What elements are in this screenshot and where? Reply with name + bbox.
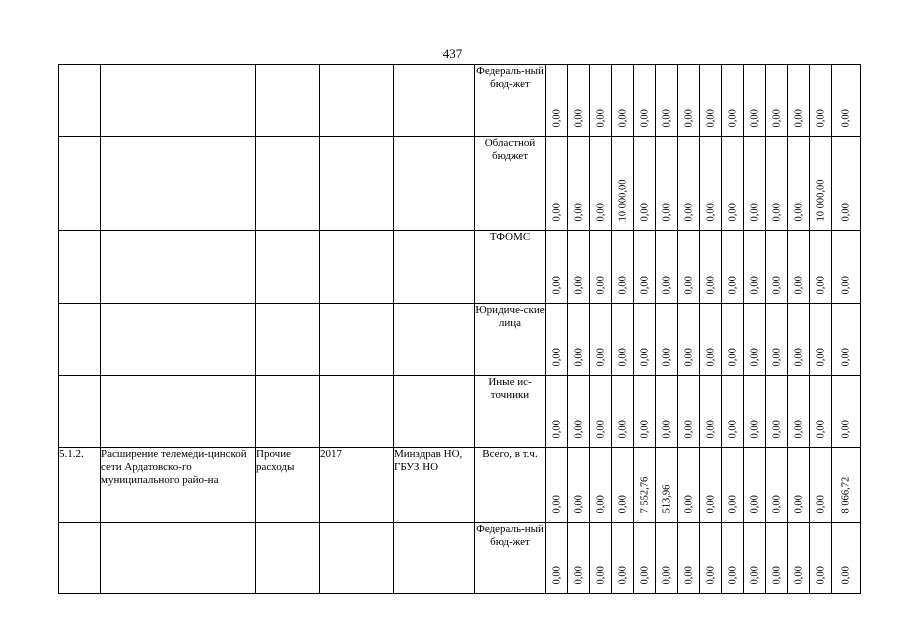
amount-value: 0,00 (617, 348, 628, 367)
row-name (101, 376, 256, 448)
amount-cell (722, 137, 744, 231)
amount-cell (568, 523, 590, 594)
row-name: Расширение телемеди-цинской сети Ардатовско-го муниципального райо-на (101, 448, 256, 523)
amount-cell (590, 523, 612, 594)
amount-value: 0,00 (840, 420, 852, 439)
amount-value: 0,00 (617, 276, 628, 295)
amount-value: 0,00 (661, 566, 672, 585)
page-number: 437 (442, 46, 463, 61)
amount-value: 0,00 (815, 109, 826, 128)
row-type (256, 137, 320, 231)
amount-value: 0,00 (573, 495, 584, 514)
amount-cell (700, 448, 722, 523)
row-id (59, 231, 101, 304)
funding-source: Областной бюджет (475, 137, 546, 231)
amount-cell (722, 376, 744, 448)
amount-value: 0,00 (639, 276, 650, 295)
amount-cell (744, 523, 766, 594)
table-row (59, 523, 861, 594)
amount-cell (678, 523, 700, 594)
amount-cell (788, 523, 810, 594)
funding-source: Юридиче-ские лица (475, 304, 546, 376)
amount-value: 0,00 (771, 495, 782, 514)
amount-cell (546, 523, 568, 594)
amount-value: 0,00 (749, 420, 760, 439)
amount-value: 0,00 (705, 420, 716, 439)
amount-cell (678, 137, 700, 231)
funding-source: ТФОМС (475, 231, 546, 304)
amount-value: 0,00 (815, 495, 826, 514)
table-row (59, 137, 861, 231)
amount-cell (678, 448, 700, 523)
amount-cell (832, 523, 861, 594)
funding-source: Федераль-ный бюд-жет (475, 65, 546, 137)
amount-value: 0,00 (683, 566, 694, 585)
amount-value: 0,00 (771, 420, 782, 439)
amount-value: 0,00 (595, 566, 606, 585)
amount-cell (546, 231, 568, 304)
amount-cell (700, 231, 722, 304)
amount-value: 0,00 (595, 348, 606, 367)
amount-value: 0,00 (793, 566, 804, 585)
amount-cell (634, 376, 656, 448)
amount-cell (656, 231, 678, 304)
amount-value: 0,00 (551, 495, 562, 514)
amount-value: 0,00 (639, 203, 650, 222)
amount-value: 0,00 (573, 566, 584, 585)
amount-value: 0,00 (749, 495, 760, 514)
amount-value: 0,00 (661, 276, 672, 295)
amount-value: 0,00 (595, 203, 606, 222)
amount-cell (766, 137, 788, 231)
amount-cell (634, 137, 656, 231)
amount-cell (700, 376, 722, 448)
amount-cell (612, 65, 634, 137)
row-id (59, 65, 101, 137)
table-row (59, 376, 861, 448)
row-type (256, 304, 320, 376)
amount-cell (546, 137, 568, 231)
amount-cell (810, 231, 832, 304)
table-row (59, 65, 861, 137)
row-name (101, 231, 256, 304)
row-type (256, 523, 320, 594)
amount-value: 0,00 (771, 109, 782, 128)
row-executor (394, 523, 475, 594)
amount-cell (568, 376, 590, 448)
amount-cell (744, 304, 766, 376)
amount-cell (612, 448, 634, 523)
amount-value: 0,00 (551, 276, 562, 295)
amount-value: 0,00 (661, 109, 672, 128)
amount-value: 0,00 (771, 566, 782, 585)
amount-cell (656, 304, 678, 376)
amount-value: 0,00 (683, 109, 694, 128)
amount-cell (810, 304, 832, 376)
amount-value: 0,00 (617, 420, 628, 439)
table-row (59, 448, 861, 523)
amount-value: 0,00 (793, 495, 804, 514)
amount-cell (810, 376, 832, 448)
amount-value: 0,00 (683, 495, 694, 514)
amount-value: 0,00 (727, 495, 738, 514)
amount-value: 0,00 (595, 495, 606, 514)
amount-value: 0,00 (551, 109, 562, 128)
amount-cell (678, 65, 700, 137)
row-executor (394, 376, 475, 448)
amount-cell (722, 448, 744, 523)
row-year (320, 65, 394, 137)
amount-cell (722, 65, 744, 137)
amount-cell (788, 376, 810, 448)
amount-cell (568, 231, 590, 304)
amount-value: 10 000,00 (815, 179, 826, 222)
amount-value: 0,00 (573, 109, 584, 128)
amount-value: 0,00 (840, 566, 852, 585)
amount-cell (568, 137, 590, 231)
amount-value: 0,00 (639, 348, 650, 367)
amount-cell (788, 231, 810, 304)
amount-cell (546, 448, 568, 523)
amount-value: 0,00 (639, 420, 650, 439)
amount-cell (766, 65, 788, 137)
amount-value: 0,00 (551, 566, 562, 585)
amount-value: 0,00 (727, 566, 738, 585)
funding-source: Иные ис-точники (475, 376, 546, 448)
amount-value: 0,00 (793, 203, 804, 222)
amount-cell (590, 448, 612, 523)
row-year (320, 523, 394, 594)
amount-value: 0,00 (595, 109, 606, 128)
amount-cell (744, 231, 766, 304)
amount-cell (656, 137, 678, 231)
amount-value: 0,00 (771, 348, 782, 367)
amount-value: 0,00 (617, 109, 628, 128)
amount-value: 0,00 (705, 495, 716, 514)
row-year (320, 137, 394, 231)
amount-cell (634, 65, 656, 137)
amount-cell (656, 523, 678, 594)
amount-value: 513,96 (661, 484, 672, 514)
amount-cell (634, 523, 656, 594)
amount-cell (568, 304, 590, 376)
amount-cell (810, 137, 832, 231)
row-type (256, 376, 320, 448)
amount-value: 0,00 (661, 203, 672, 222)
row-id (59, 376, 101, 448)
amount-cell (634, 448, 656, 523)
amount-value: 0,00 (595, 276, 606, 295)
row-executor (394, 231, 475, 304)
amount-cell (766, 231, 788, 304)
row-name (101, 65, 256, 137)
row-year (320, 376, 394, 448)
amount-value: 0,00 (617, 566, 628, 585)
funding-source: Федераль-ный бюд-жет (475, 523, 546, 594)
amount-value: 0,00 (705, 109, 716, 128)
amount-cell (832, 448, 861, 523)
table-row (59, 231, 861, 304)
amount-value: 0,00 (793, 109, 804, 128)
amount-cell (832, 304, 861, 376)
amount-cell (766, 523, 788, 594)
amount-value: 0,00 (705, 203, 716, 222)
amount-value: 0,00 (573, 420, 584, 439)
amount-cell (678, 304, 700, 376)
amount-value: 0,00 (683, 276, 694, 295)
amount-value: 10 000,00 (617, 179, 628, 222)
funding-source: Всего, в т.ч. (475, 448, 546, 523)
amount-cell (722, 231, 744, 304)
amount-value: 0,00 (727, 109, 738, 128)
amount-value: 0,00 (683, 420, 694, 439)
amount-value: 0,00 (840, 348, 852, 367)
amount-value: 0,00 (705, 566, 716, 585)
amount-value: 0,00 (573, 203, 584, 222)
amount-cell (546, 376, 568, 448)
amount-cell (744, 376, 766, 448)
amount-cell (744, 65, 766, 137)
row-id (59, 137, 101, 231)
amount-value: 0,00 (573, 276, 584, 295)
amount-cell (810, 523, 832, 594)
amount-value: 0,00 (815, 276, 826, 295)
amount-cell (546, 65, 568, 137)
row-type (256, 65, 320, 137)
amount-cell (788, 448, 810, 523)
amount-cell (766, 448, 788, 523)
row-year: 2017 (320, 448, 394, 523)
amount-cell (656, 448, 678, 523)
row-executor (394, 65, 475, 137)
table-row (59, 304, 861, 376)
row-year (320, 231, 394, 304)
row-type (256, 231, 320, 304)
amount-cell (656, 65, 678, 137)
row-id: 5.1.2. (59, 448, 101, 523)
amount-value: 0,00 (639, 566, 650, 585)
amount-value: 0,00 (551, 203, 562, 222)
amount-cell (678, 376, 700, 448)
amount-value: 0,00 (840, 203, 852, 222)
amount-cell (612, 304, 634, 376)
amount-cell (590, 137, 612, 231)
amount-cell (700, 137, 722, 231)
amount-value: 0,00 (551, 420, 562, 439)
amount-cell (634, 304, 656, 376)
amount-value: 0,00 (661, 420, 672, 439)
amount-cell (590, 304, 612, 376)
amount-cell (810, 65, 832, 137)
amount-cell (590, 231, 612, 304)
amount-value: 0,00 (727, 420, 738, 439)
amount-value: 0,00 (683, 203, 694, 222)
row-executor (394, 137, 475, 231)
amount-cell (678, 231, 700, 304)
amount-cell (612, 523, 634, 594)
amount-cell (810, 448, 832, 523)
amount-cell (634, 231, 656, 304)
amount-cell (744, 448, 766, 523)
amount-cell (612, 376, 634, 448)
amount-cell (700, 523, 722, 594)
amount-value: 0,00 (573, 348, 584, 367)
amount-cell (590, 65, 612, 137)
amount-value: 0,00 (705, 348, 716, 367)
amount-value: 0,00 (815, 348, 826, 367)
amount-cell (788, 137, 810, 231)
amount-cell (832, 65, 861, 137)
amount-cell (766, 376, 788, 448)
amount-value: 0,00 (683, 348, 694, 367)
amount-value: 0,00 (749, 109, 760, 128)
amount-value: 0,00 (639, 109, 650, 128)
amount-value: 0,00 (727, 348, 738, 367)
amount-value: 0,00 (793, 348, 804, 367)
row-name (101, 137, 256, 231)
amount-cell (700, 65, 722, 137)
amount-cell (590, 376, 612, 448)
amount-cell (832, 231, 861, 304)
amount-value: 0,00 (705, 276, 716, 295)
amount-value: 7 552,76 (639, 476, 650, 514)
amount-cell (722, 304, 744, 376)
amount-value: 0,00 (727, 203, 738, 222)
amount-value: 0,00 (661, 348, 672, 367)
amount-cell (546, 304, 568, 376)
amount-value: 0,00 (617, 495, 628, 514)
amount-cell (788, 304, 810, 376)
amount-value: 0,00 (749, 203, 760, 222)
amount-value: 0,00 (749, 276, 760, 295)
row-name (101, 523, 256, 594)
amount-cell (656, 376, 678, 448)
amount-value: 0,00 (815, 566, 826, 585)
amount-value: 0,00 (749, 348, 760, 367)
row-type: Прочие расходы (256, 448, 320, 523)
amount-value: 0,00 (771, 203, 782, 222)
amount-value: 0,00 (793, 420, 804, 439)
amount-value: 8 066,72 (840, 476, 852, 514)
amount-value: 0,00 (840, 109, 852, 128)
amount-cell (700, 304, 722, 376)
amount-cell (612, 137, 634, 231)
row-executor: Минздрав НО, ГБУЗ НО (394, 448, 475, 523)
amount-cell (722, 523, 744, 594)
amount-value: 0,00 (771, 276, 782, 295)
amount-value: 0,00 (749, 566, 760, 585)
amount-value: 0,00 (840, 276, 852, 295)
amount-cell (568, 448, 590, 523)
row-id (59, 523, 101, 594)
amount-cell (832, 376, 861, 448)
amount-value: 0,00 (793, 276, 804, 295)
amount-value: 0,00 (727, 276, 738, 295)
row-year (320, 304, 394, 376)
amount-cell (788, 65, 810, 137)
amount-value: 0,00 (815, 420, 826, 439)
row-id (59, 304, 101, 376)
amount-cell (744, 137, 766, 231)
row-name (101, 304, 256, 376)
amount-cell (766, 304, 788, 376)
budget-table (58, 64, 861, 594)
amount-value: 0,00 (595, 420, 606, 439)
amount-cell (568, 65, 590, 137)
amount-cell (832, 137, 861, 231)
amount-cell (612, 231, 634, 304)
row-executor (394, 304, 475, 376)
amount-value: 0,00 (551, 348, 562, 367)
